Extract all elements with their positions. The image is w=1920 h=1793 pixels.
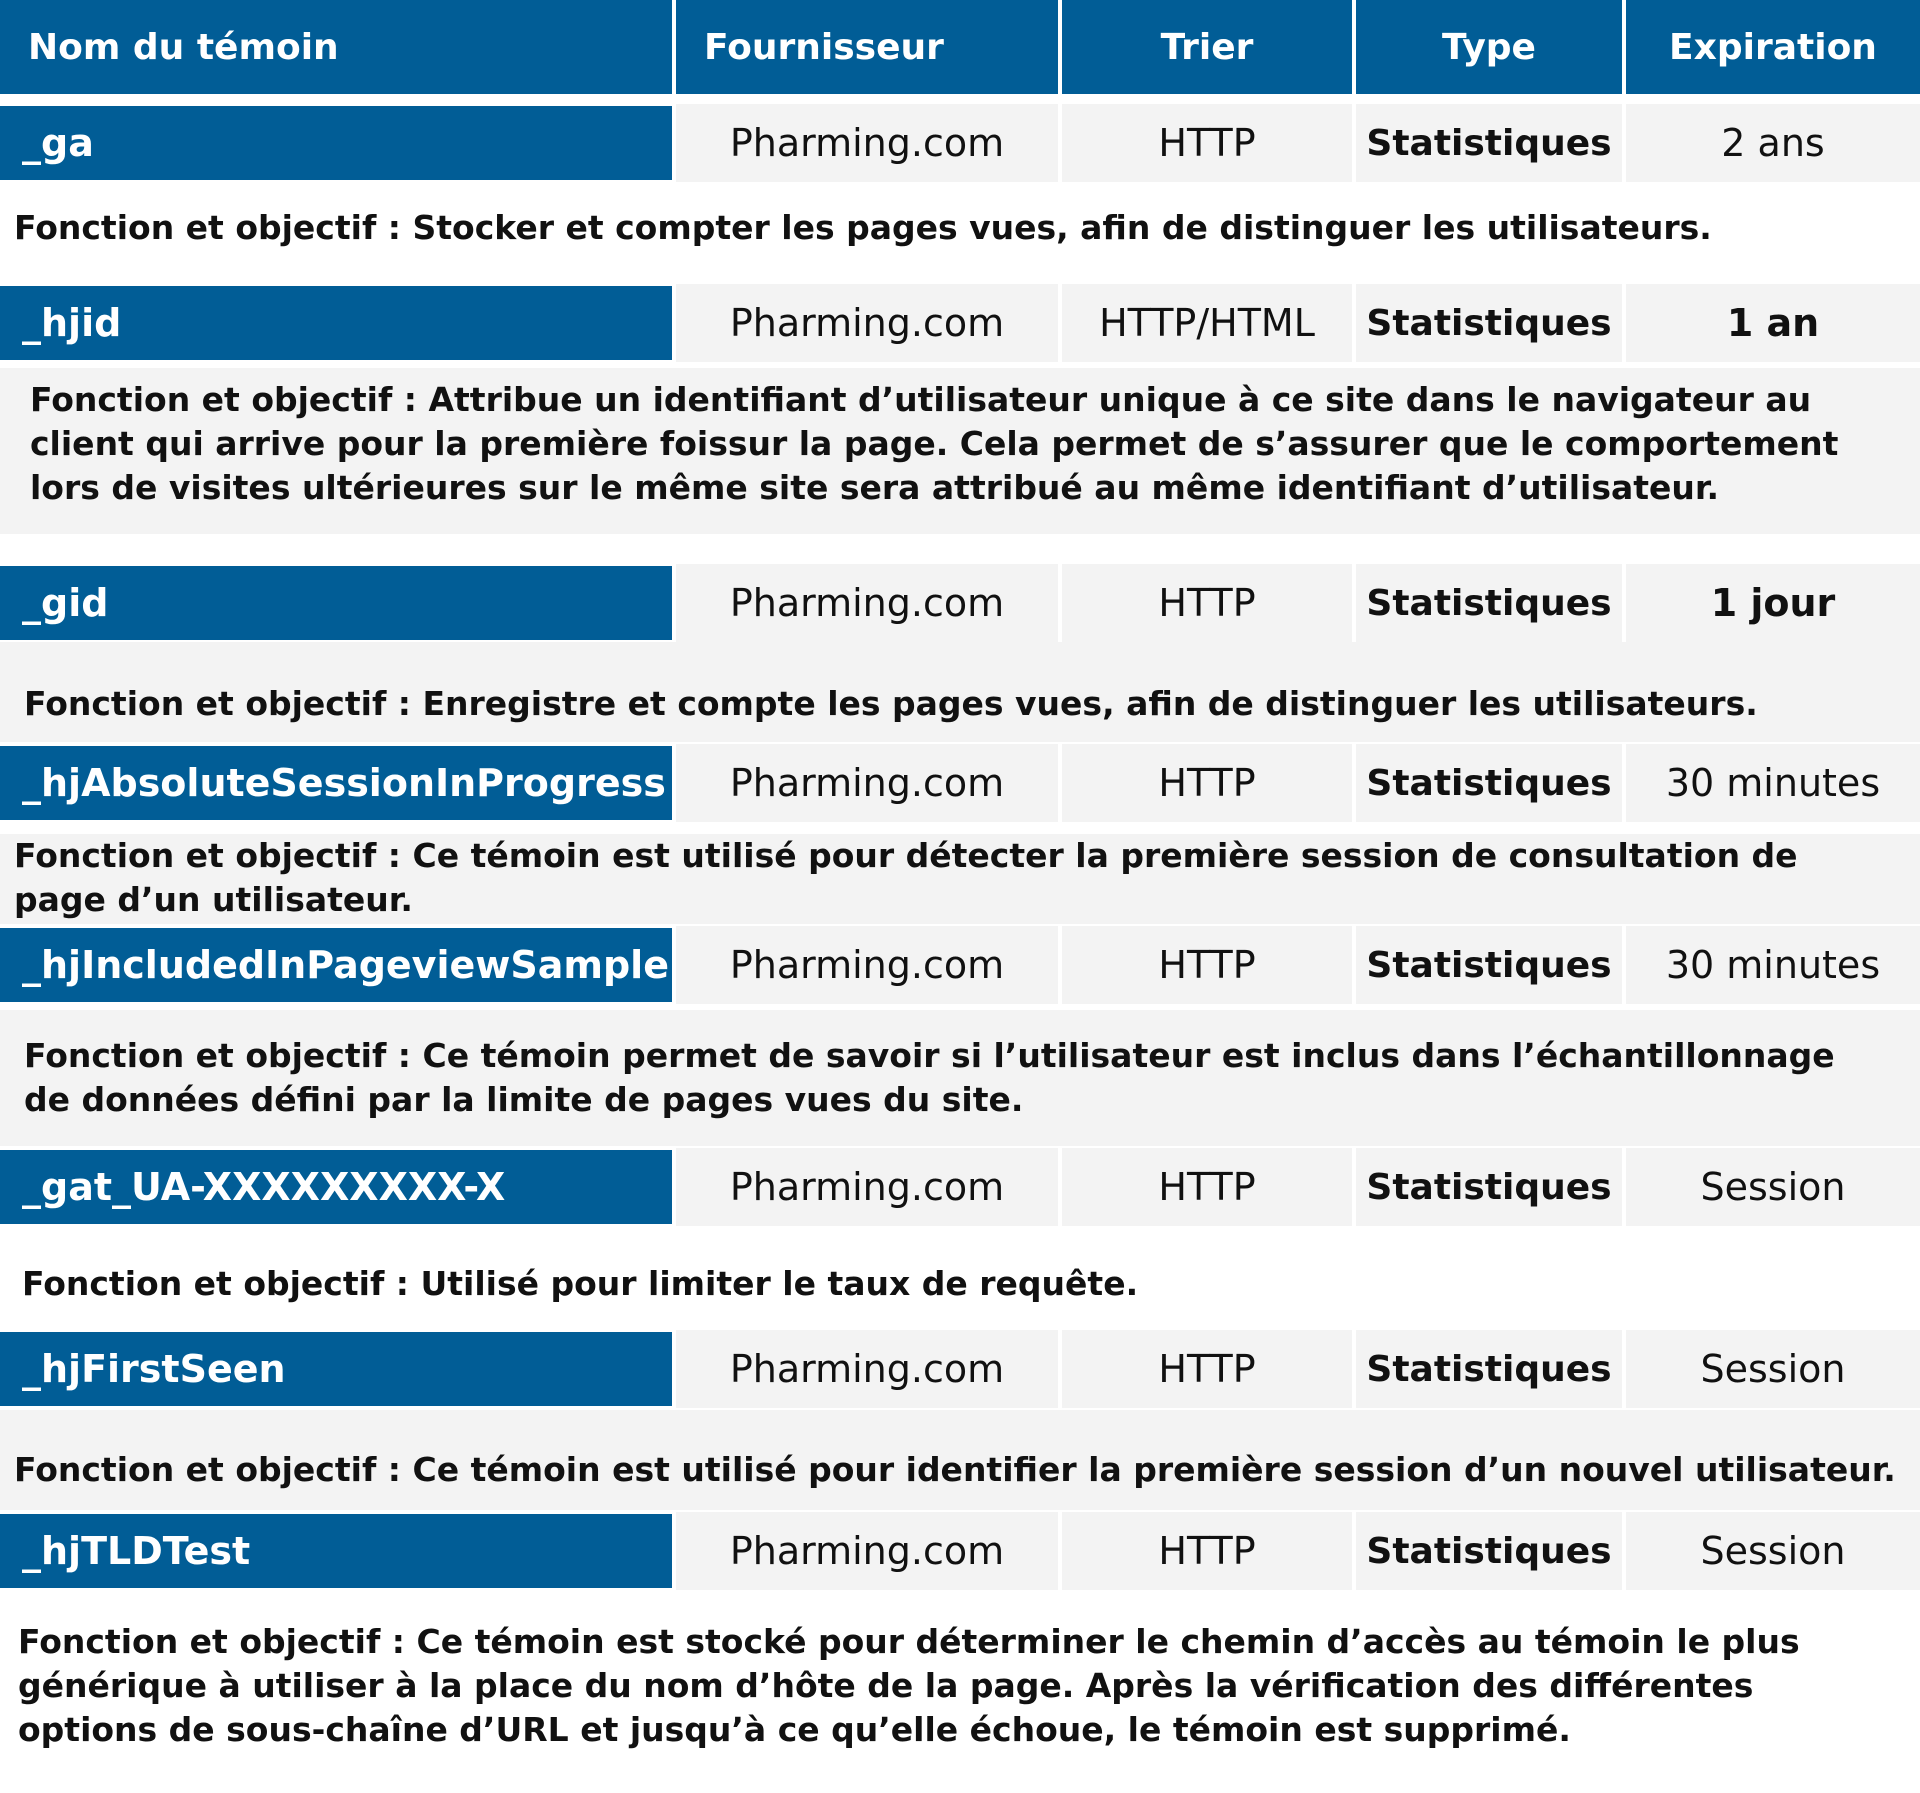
table-row: [0, 744, 1920, 822]
cookie-sort: HTTP: [1062, 1512, 1352, 1590]
cookie-name: _hjTLDTest: [0, 1514, 672, 1588]
cookie-expiration: Session: [1626, 1512, 1920, 1590]
cookie-expiration: Session: [1626, 1148, 1920, 1226]
cookie-expiration: 30 minutes: [1626, 744, 1920, 822]
cookie-description: Fonction et objectif : Ce témoin est stocké pour déterminer le chemin d’accès au témoin le plus générique à utiliser à la place du nom d’hôte de la page. Après la vérification des différentes options de sous-chaîne d’URL et jusqu’à ce qu’elle échoue, le témoin est supprimé.: [0, 1620, 1920, 1752]
cookie-sort: HTTP/HTML: [1062, 284, 1352, 362]
cookie-description: Fonction et objectif : Utilisé pour limiter le taux de requête.: [0, 1262, 1920, 1306]
cookie-sort: HTTP: [1062, 1148, 1352, 1226]
cookie-name: _ga: [0, 106, 672, 180]
cookie-type: Statistiques: [1356, 1148, 1622, 1226]
cookie-provider: Pharming.com: [676, 1330, 1058, 1408]
cookie-provider: Pharming.com: [676, 564, 1058, 642]
header-provider: [676, 0, 1058, 94]
header-type-label: Type: [1442, 26, 1536, 68]
cookie-description: Fonction et objectif : Stocker et compter les pages vues, afin de distinguer les utilisateurs.: [0, 206, 1920, 250]
cookie-expiration: 30 minutes: [1626, 926, 1920, 1004]
header-name: [0, 0, 672, 94]
cookie-sort: HTTP: [1062, 1330, 1352, 1408]
cookie-type: Statistiques: [1356, 104, 1622, 182]
cookie-sort: HTTP: [1062, 926, 1352, 1004]
cookie-type: Statistiques: [1356, 1512, 1622, 1590]
table-row: [0, 284, 1920, 362]
cookie-description: Fonction et objectif : Attribue un identifiant d’utilisateur unique à ce site dans le navigateur au client qui arrive pour la première foissur la page. Cela permet de s’assurer que le comportement lors de visites ultérieures sur le même site sera attribué au même identifiant d’utilisateur.: [0, 368, 1920, 534]
cookie-provider: Pharming.com: [676, 1512, 1058, 1590]
header-sort: [1062, 0, 1352, 94]
cookie-name: _hjIncludedInPageviewSample: [0, 928, 672, 1002]
cookie-provider: Pharming.com: [676, 744, 1058, 822]
header-expiration-label: Expiration: [1669, 26, 1877, 68]
cookie-description: Fonction et objectif : Ce témoin est utilisé pour identifier la première session d’un nouvel utilisateur.: [0, 1410, 1920, 1510]
cookie-description: Fonction et objectif : Ce témoin est utilisé pour détecter la première session de consultation de page d’un utilisateur.: [0, 834, 1920, 924]
table-row: [0, 926, 1920, 1004]
table-row: [0, 564, 1920, 642]
header-sort-label: Trier: [1160, 26, 1254, 68]
table-row: [0, 1148, 1920, 1226]
cookie-name: _gat_UA-XXXXXXXXX-X: [0, 1150, 672, 1224]
cookie-name: _gid: [0, 566, 672, 640]
cookie-sort: HTTP: [1062, 104, 1352, 182]
cookie-name: _hjid: [0, 286, 672, 360]
cookie-expiration: Session: [1626, 1330, 1920, 1408]
cookie-description: Fonction et objectif : Ce témoin permet de savoir si l’utilisateur est inclus dans l’échantillonnage de données défini par la limite de pages vues du site.: [0, 1010, 1920, 1146]
cookie-type: Statistiques: [1356, 744, 1622, 822]
cookie-type: Statistiques: [1356, 1330, 1622, 1408]
cookie-provider: Pharming.com: [676, 284, 1058, 362]
cookie-name: _hjAbsoluteSessionInProgress: [0, 746, 672, 820]
header-provider-label: Fournisseur: [704, 26, 944, 68]
cookie-name: _hjFirstSeen: [0, 1332, 672, 1406]
cookie-expiration: 1 jour: [1626, 564, 1920, 642]
cookie-sort: HTTP: [1062, 564, 1352, 642]
table-row: [0, 104, 1920, 182]
header-name-label: Nom du témoin: [28, 26, 339, 68]
header-type: [1356, 0, 1622, 94]
cookie-provider: Pharming.com: [676, 926, 1058, 1004]
cookie-type: Statistiques: [1356, 926, 1622, 1004]
table-row: [0, 1330, 1920, 1408]
cookie-expiration: 1 an: [1626, 284, 1920, 362]
header-expiration: [1626, 0, 1920, 94]
table-row: [0, 1512, 1920, 1590]
cookie-type: Statistiques: [1356, 564, 1622, 642]
cookie-description: Fonction et objectif : Enregistre et compte les pages vues, afin de distinguer les utilisateurs.: [0, 642, 1920, 742]
cookie-type: Statistiques: [1356, 284, 1622, 362]
cookie-provider: Pharming.com: [676, 104, 1058, 182]
cookie-provider: Pharming.com: [676, 1148, 1058, 1226]
cookie-sort: HTTP: [1062, 744, 1352, 822]
cookie-expiration: 2 ans: [1626, 104, 1920, 182]
